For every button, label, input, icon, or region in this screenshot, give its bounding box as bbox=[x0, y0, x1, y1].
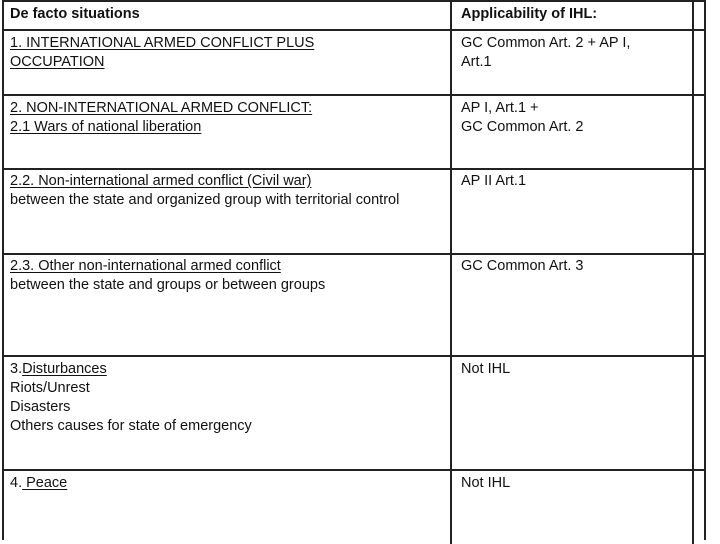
table-edge-column bbox=[692, 2, 706, 29]
table-row bbox=[4, 253, 704, 357]
table-row bbox=[4, 355, 704, 471]
table-row bbox=[4, 168, 704, 255]
situation-cell bbox=[4, 94, 452, 168]
applicability-text: GC Common Art. 2 + AP I, bbox=[461, 35, 631, 51]
situation-heading: Disturbances bbox=[22, 361, 107, 377]
applicability-text: GC Common Art. 2 bbox=[461, 119, 584, 135]
table-row bbox=[4, 94, 704, 170]
situation-text: between the state and groups or between groups bbox=[10, 277, 326, 293]
situation-cell bbox=[4, 168, 452, 253]
table-row bbox=[4, 469, 704, 544]
applicability-text: AP II Art.1 bbox=[461, 173, 527, 189]
applicability-text: Art.1 bbox=[461, 54, 492, 70]
situation-text: 2.2. Non-international armed conflict (Civil war) bbox=[10, 173, 312, 189]
applicability-cell bbox=[452, 253, 692, 355]
situation-cell bbox=[4, 253, 452, 355]
table-row bbox=[4, 29, 704, 96]
applicability-cell bbox=[452, 355, 692, 469]
situation-text: OCCUPATION bbox=[10, 54, 105, 70]
situation-text: Others causes for state of emergency bbox=[10, 418, 252, 434]
situation-text: Riots/Unrest bbox=[10, 380, 90, 396]
situation-text: between the state and organized group with territorial control bbox=[10, 192, 400, 208]
situation-text: 2.3. Other non-international armed conflict bbox=[10, 258, 281, 274]
applicability-cell bbox=[452, 29, 692, 94]
header-applicability: Applicability of IHL: bbox=[461, 6, 598, 22]
situation-cell bbox=[4, 29, 452, 94]
applicability-text: GC Common Art. 3 bbox=[461, 258, 584, 274]
situation-text: Disasters bbox=[10, 399, 71, 415]
applicability-cell bbox=[452, 168, 692, 253]
header-de-facto-situations: De facto situations bbox=[4, 2, 452, 29]
situation-cell bbox=[4, 469, 452, 544]
applicability-text: Not IHL bbox=[461, 475, 511, 491]
applicability-cell bbox=[452, 469, 692, 544]
table-edge-column bbox=[692, 355, 706, 469]
applicability-cell bbox=[452, 94, 692, 168]
situation-text: 2. NON-INTERNATIONAL ARMED CONFLICT: bbox=[10, 100, 313, 116]
situation-cell bbox=[4, 355, 452, 469]
situation-number: 4. bbox=[10, 475, 23, 491]
situation-text: 2.1 Wars of national liberation bbox=[10, 119, 202, 135]
ihl-applicability-table bbox=[2, 0, 706, 540]
situation-text: 1. INTERNATIONAL ARMED CONFLICT PLUS bbox=[10, 35, 315, 51]
situation-heading: Peace bbox=[22, 475, 68, 491]
table-edge-column bbox=[692, 253, 706, 355]
table-edge-column bbox=[692, 29, 706, 94]
situation-number: 3. bbox=[10, 361, 23, 377]
applicability-text: Not IHL bbox=[461, 361, 511, 377]
table-edge-column bbox=[692, 168, 706, 253]
table-edge-column bbox=[692, 469, 706, 544]
situation-text bbox=[10, 360, 444, 379]
table-edge-column bbox=[692, 94, 706, 168]
situation-text bbox=[10, 474, 444, 493]
applicability-text: AP I, Art.1 + bbox=[461, 100, 539, 116]
table-header-row bbox=[4, 2, 704, 31]
